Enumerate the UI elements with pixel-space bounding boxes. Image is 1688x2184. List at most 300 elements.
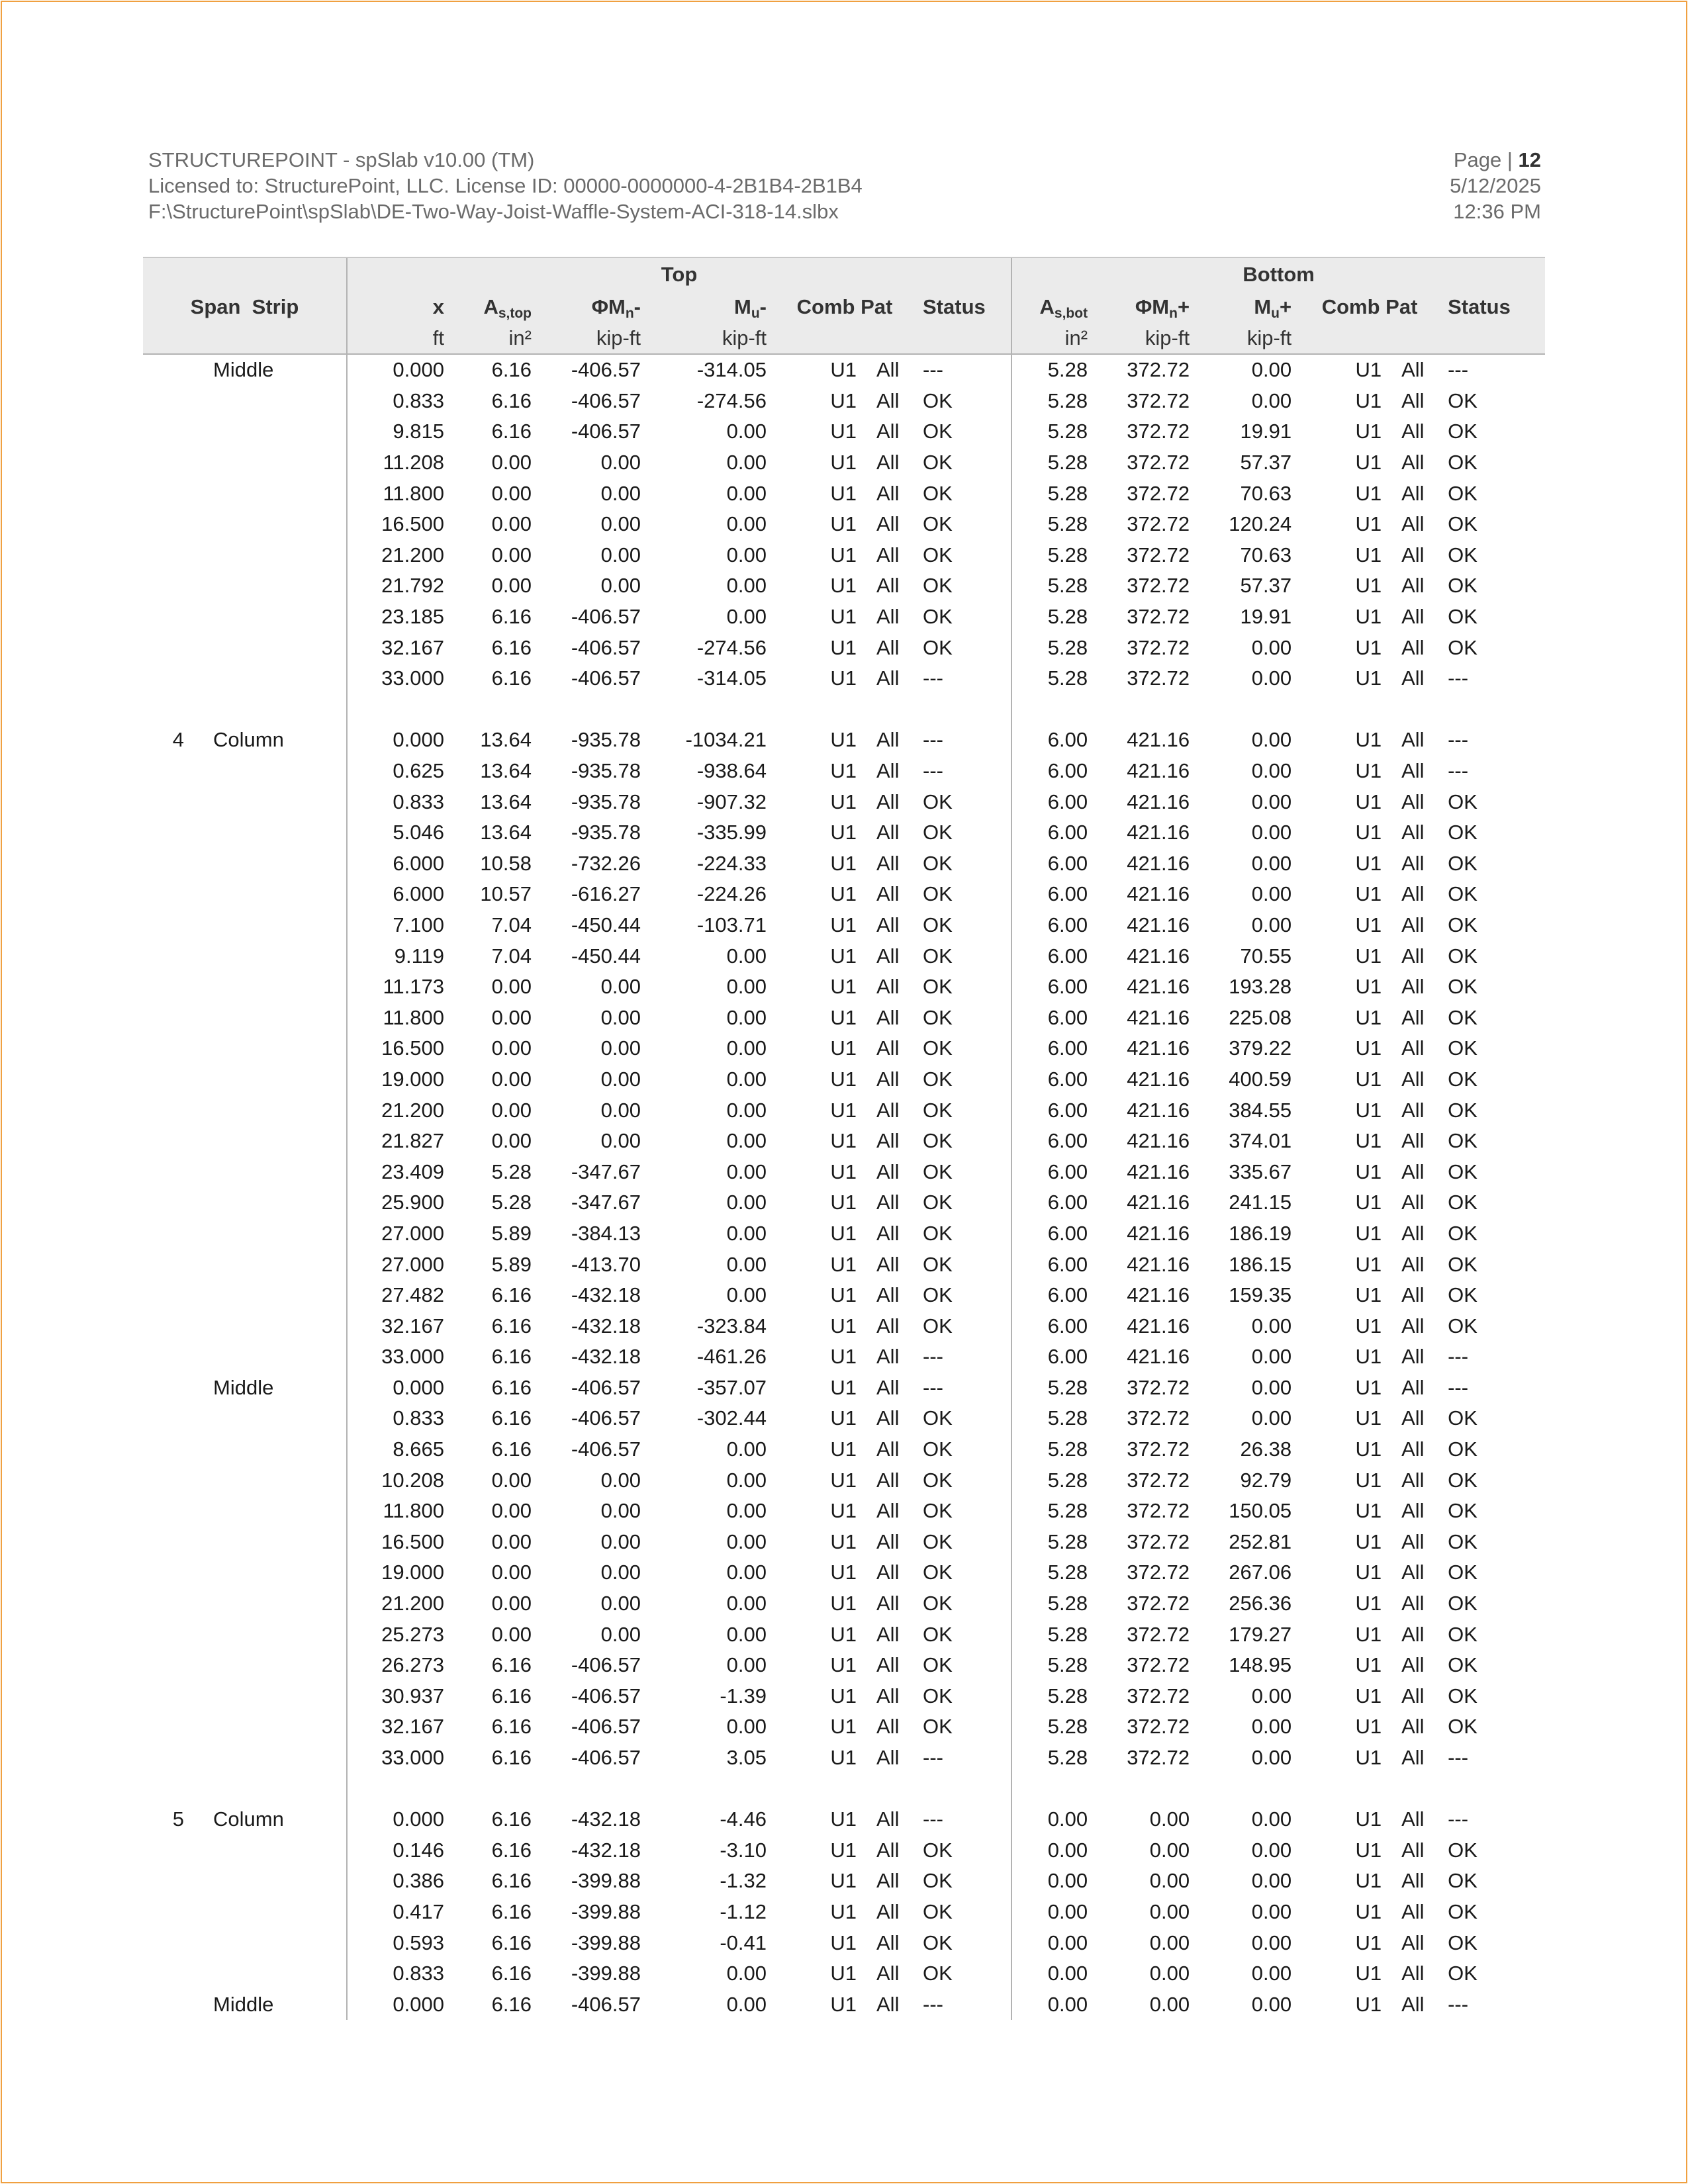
cell-x: 19.000: [347, 1064, 457, 1095]
header-comb-pat-top: Comb Pat: [780, 291, 910, 323]
cell-pat-top: All: [876, 1653, 900, 1677]
unit-mu-pos: kip-ft: [1203, 323, 1305, 354]
cell-comb-bot: U1: [1355, 1005, 1382, 1029]
cell-mu-neg: 0.00: [726, 1160, 767, 1183]
cell-span: [143, 1989, 197, 2020]
cell-phimn-neg: -732.26: [571, 851, 641, 875]
cell-status-top: OK: [923, 420, 953, 443]
cell-status-bot: ---: [1448, 728, 1469, 752]
cell-mu-neg: -335.99: [696, 821, 767, 844]
spacer-cell: [1203, 1773, 1305, 1804]
cell-status-bot: OK: [1448, 1529, 1477, 1553]
cell-phimn-neg: -399.88: [571, 1899, 641, 1923]
cell-pat-top: All: [876, 1036, 900, 1060]
cell-phimn-pos: 0.00: [1149, 1899, 1190, 1923]
cell-status-top: OK: [923, 1314, 953, 1338]
cell-status-top: OK: [923, 1160, 953, 1183]
cell-phimn-pos: 372.72: [1127, 481, 1190, 505]
cell-comb-bot: U1: [1355, 635, 1382, 659]
cell-comb-top: U1: [830, 851, 857, 875]
cell-x: 21.200: [347, 540, 457, 571]
cell-comb-bot: U1: [1355, 1561, 1382, 1584]
cell-phimn-neg: 0.00: [600, 1592, 641, 1615]
cell-status-bot: OK: [1448, 1684, 1477, 1707]
cell-comb-bot: U1: [1355, 1437, 1382, 1461]
cell-phimn-neg: 0.00: [600, 1005, 641, 1029]
cell-as-bot: 5.28: [1011, 1465, 1101, 1496]
cell-mu-pos: 0.00: [1251, 1684, 1292, 1707]
cell-as-bot: 6.00: [1011, 1249, 1101, 1280]
table-row: [143, 1588, 1545, 1619]
cell-pat-bot: All: [1401, 1468, 1425, 1492]
cell-phimn-neg: -406.57: [571, 666, 641, 690]
cell-mu-pos: 374.01: [1229, 1129, 1292, 1153]
cell-x: 0.833: [347, 1958, 457, 1989]
cell-status-bot: OK: [1448, 790, 1477, 813]
cell-phimn-pos: 372.72: [1127, 1437, 1190, 1461]
cell-phimn-neg: 0.00: [600, 1067, 641, 1091]
cell-strip: [197, 1310, 347, 1342]
cell-as-top: 0.00: [491, 1622, 532, 1646]
table-row: [143, 1465, 1545, 1496]
cell-status-top: OK: [923, 1622, 953, 1646]
cell-span: [143, 1711, 197, 1743]
cell-phimn-pos: 372.72: [1127, 1529, 1190, 1553]
spacer-cell: [1395, 694, 1434, 725]
cell-pat-top: All: [876, 1098, 900, 1122]
cell-strip: [197, 940, 347, 972]
cell-pat-top: All: [876, 666, 900, 690]
cell-phimn-pos: 421.16: [1127, 1005, 1190, 1029]
cell-phimn-neg: -347.67: [571, 1160, 641, 1183]
cell-as-top: 0.00: [491, 574, 532, 598]
cell-pat-bot: All: [1401, 1036, 1425, 1060]
cell-status-bot: OK: [1448, 821, 1477, 844]
cell-mu-neg: -3.10: [720, 1838, 767, 1862]
cell-as-top: 6.16: [491, 1807, 532, 1831]
cell-mu-pos: 335.67: [1229, 1160, 1292, 1183]
cell-status-top: OK: [923, 1899, 953, 1923]
cell-span: [143, 756, 197, 787]
table-row: [143, 1804, 1545, 1835]
table-row: [143, 972, 1545, 1003]
cell-comb-bot: U1: [1355, 759, 1382, 783]
cell-comb-top: U1: [830, 1468, 857, 1492]
cell-mu-pos: 400.59: [1229, 1067, 1292, 1091]
cell-comb-bot: U1: [1355, 1992, 1382, 2016]
cell-pat-bot: All: [1401, 1252, 1425, 1276]
cell-pat-bot: All: [1401, 1283, 1425, 1307]
cell-as-bot: 5.28: [1011, 1619, 1101, 1650]
cell-pat-bot: All: [1401, 1437, 1425, 1461]
table-row: [143, 1681, 1545, 1712]
cell-span: [143, 1619, 197, 1650]
cell-phimn-pos: 372.72: [1127, 1684, 1190, 1707]
cell-phimn-pos: 372.72: [1127, 605, 1190, 629]
cell-comb-bot: U1: [1355, 1406, 1382, 1430]
cell-pat-bot: All: [1401, 944, 1425, 968]
cell-status-bot: ---: [1448, 759, 1469, 783]
cell-as-bot: 5.28: [1011, 540, 1101, 571]
cell-pat-top: All: [876, 1345, 900, 1369]
cell-status-top: OK: [923, 1283, 953, 1307]
unit-as-bot: in²: [1011, 323, 1101, 354]
cell-x: 21.827: [347, 1126, 457, 1157]
cell-status-bot: OK: [1448, 1962, 1477, 1985]
cell-pat-bot: All: [1401, 913, 1425, 936]
page-label: Page |: [1453, 148, 1519, 171]
cell-pat-bot: All: [1401, 481, 1425, 505]
unit-x: ft: [347, 323, 457, 354]
cell-phimn-neg: 0.00: [600, 574, 641, 598]
cell-mu-pos: 57.37: [1240, 574, 1292, 598]
cell-comb-top: U1: [830, 1283, 857, 1307]
table-row: [143, 1095, 1545, 1126]
cell-phimn-pos: 372.72: [1127, 635, 1190, 659]
cell-mu-pos: 0.00: [1251, 1715, 1292, 1739]
cell-phimn-neg: 0.00: [600, 1098, 641, 1122]
cell-pat-bot: All: [1401, 512, 1425, 536]
cell-mu-pos: 193.28: [1229, 975, 1292, 999]
cell-phimn-neg: -406.57: [571, 1684, 641, 1707]
cell-mu-pos: 0.00: [1251, 635, 1292, 659]
cell-as-bot: 0.00: [1011, 1927, 1101, 1958]
cell-as-bot: 5.28: [1011, 1403, 1101, 1434]
cell-mu-pos: 0.00: [1251, 1931, 1292, 1954]
table-row: [143, 817, 1545, 848]
spacer-cell: [1101, 1773, 1203, 1804]
spacer-cell: [197, 694, 347, 725]
cell-span: [143, 940, 197, 972]
cell-as-top: 0.00: [491, 975, 532, 999]
cell-x: 23.185: [347, 602, 457, 633]
cell-as-top: 0.00: [491, 1561, 532, 1584]
cell-phimn-neg: 0.00: [600, 512, 641, 536]
cell-pat-top: All: [876, 451, 900, 475]
cell-as-bot: 0.00: [1011, 1835, 1101, 1866]
table-row: [143, 386, 1545, 417]
cell-status-bot: OK: [1448, 1283, 1477, 1307]
cell-pat-bot: All: [1401, 882, 1425, 906]
cell-strip: [197, 910, 347, 941]
cell-phimn-pos: 421.16: [1127, 1252, 1190, 1276]
report-time: 12:36 PM: [1453, 200, 1541, 223]
cell-as-top: 0.00: [491, 1098, 532, 1122]
cell-status-top: OK: [923, 1529, 953, 1553]
cell-as-bot: 6.00: [1011, 1310, 1101, 1342]
cell-mu-neg: 0.00: [726, 1561, 767, 1584]
cell-as-bot: 6.00: [1011, 910, 1101, 941]
cell-mu-pos: 92.79: [1240, 1468, 1292, 1492]
cell-status-top: ---: [923, 759, 943, 783]
cell-mu-neg: -314.05: [696, 666, 767, 690]
cell-mu-pos: 0.00: [1251, 1869, 1292, 1893]
cell-pat-bot: All: [1401, 1314, 1425, 1338]
cell-comb-bot: U1: [1355, 388, 1382, 412]
cell-x: 26.273: [347, 1650, 457, 1681]
cell-status-top: OK: [923, 574, 953, 598]
cell-comb-bot: U1: [1355, 790, 1382, 813]
group-bottom: Bottom: [1011, 257, 1545, 291]
cell-pat-top: All: [876, 759, 900, 783]
cell-as-bot: 0.00: [1011, 1866, 1101, 1897]
cell-span: [143, 1557, 197, 1588]
cell-status-top: OK: [923, 605, 953, 629]
cell-status-top: ---: [923, 1375, 943, 1399]
cell-comb-top: U1: [830, 1838, 857, 1862]
spacer-cell: [1011, 694, 1101, 725]
cell-as-top: 5.28: [491, 1160, 532, 1183]
cell-mu-neg: 0.00: [726, 944, 767, 968]
cell-mu-neg: -938.64: [696, 759, 767, 783]
table-row: [143, 1280, 1545, 1311]
cell-as-bot: 6.00: [1011, 1342, 1101, 1373]
cell-strip: [197, 1403, 347, 1434]
cell-status-top: OK: [923, 1406, 953, 1430]
cell-as-top: 0.00: [491, 1468, 532, 1492]
cell-status-bot: OK: [1448, 481, 1477, 505]
cell-comb-top: U1: [830, 1067, 857, 1091]
cell-as-top: 6.16: [491, 1962, 532, 1985]
cell-mu-pos: 0.00: [1251, 388, 1292, 412]
cell-comb-top: U1: [830, 1437, 857, 1461]
cell-phimn-neg: 0.00: [600, 1129, 641, 1153]
cell-span: [143, 1156, 197, 1187]
cell-mu-neg: 0.00: [726, 1036, 767, 1060]
cell-comb-top: U1: [830, 1252, 857, 1276]
spacer-cell: [143, 694, 197, 725]
cell-phimn-pos: 421.16: [1127, 1191, 1190, 1214]
cell-phimn-pos: 372.72: [1127, 1746, 1190, 1770]
table-row: [143, 1156, 1545, 1187]
cell-phimn-neg: -432.18: [571, 1838, 641, 1862]
cell-pat-bot: All: [1401, 1715, 1425, 1739]
cell-pat-top: All: [876, 635, 900, 659]
cell-as-top: 0.00: [491, 512, 532, 536]
cell-pat-bot: All: [1401, 790, 1425, 813]
cell-as-top: 0.00: [491, 1592, 532, 1615]
cell-comb-top: U1: [830, 1036, 857, 1060]
cell-as-bot: 5.28: [1011, 447, 1101, 478]
cell-status-top: OK: [923, 1067, 953, 1091]
cell-status-top: OK: [923, 481, 953, 505]
cell-mu-pos: 0.00: [1251, 1807, 1292, 1831]
cell-as-bot: 6.00: [1011, 1218, 1101, 1250]
cell-mu-neg: -357.07: [696, 1375, 767, 1399]
spacer-cell: [870, 1773, 910, 1804]
cell-status-bot: ---: [1448, 1992, 1469, 2016]
cell-comb-top: U1: [830, 388, 857, 412]
cell-strip: Column: [213, 728, 284, 752]
cell-comb-bot: U1: [1355, 1653, 1382, 1677]
cell-as-bot: 6.00: [1011, 972, 1101, 1003]
cell-phimn-pos: 421.16: [1127, 1345, 1190, 1369]
cell-pat-top: All: [876, 1468, 900, 1492]
table-row: [143, 1218, 1545, 1250]
cell-mu-neg: -1.32: [720, 1869, 767, 1893]
cell-comb-top: U1: [830, 1191, 857, 1214]
cell-pat-top: All: [876, 1252, 900, 1276]
cell-x: 8.665: [347, 1434, 457, 1465]
cell-strip: [197, 478, 347, 509]
spacer-cell: [780, 694, 870, 725]
cell-x: 32.167: [347, 632, 457, 663]
table-row: [143, 1927, 1545, 1958]
cell-as-bot: 5.28: [1011, 386, 1101, 417]
cell-as-top: 5.89: [491, 1252, 532, 1276]
cell-strip: [197, 1927, 347, 1958]
cell-mu-pos: 252.81: [1229, 1529, 1292, 1553]
cell-status-bot: OK: [1448, 1592, 1477, 1615]
cell-phimn-pos: 372.72: [1127, 1622, 1190, 1646]
cell-mu-neg: 0.00: [726, 1992, 767, 2016]
cell-strip: [197, 540, 347, 571]
cell-x: 30.937: [347, 1681, 457, 1712]
cell-mu-pos: 0.00: [1251, 821, 1292, 844]
cell-strip: [197, 1958, 347, 1989]
cell-span: [143, 1835, 197, 1866]
cell-mu-neg: -461.26: [696, 1345, 767, 1369]
cell-pat-top: All: [876, 821, 900, 844]
cell-mu-neg: 0.00: [726, 1252, 767, 1276]
cell-x: 0.000: [347, 725, 457, 756]
cell-x: 0.833: [347, 386, 457, 417]
cell-mu-pos: 0.00: [1251, 1962, 1292, 1985]
cell-pat-bot: All: [1401, 1838, 1425, 1862]
cell-strip: [197, 1002, 347, 1033]
spacer-cell: [780, 1773, 870, 1804]
cell-pat-bot: All: [1401, 451, 1425, 475]
cell-mu-pos: 186.19: [1229, 1221, 1292, 1245]
cell-pat-top: All: [876, 1622, 900, 1646]
cell-as-top: 6.16: [491, 358, 532, 382]
cell-status-bot: OK: [1448, 1653, 1477, 1677]
cell-status-top: OK: [923, 913, 953, 936]
table-row: [143, 540, 1545, 571]
cell-pat-bot: All: [1401, 1931, 1425, 1954]
cell-mu-pos: 186.15: [1229, 1252, 1292, 1276]
cell-span: [143, 1249, 197, 1280]
header-phimn-pos: $\Phi M_n+$: [1101, 291, 1203, 323]
spacer-cell: [1395, 1773, 1434, 1804]
cell-x: 27.482: [347, 1280, 457, 1311]
cell-as-top: 6.16: [491, 635, 532, 659]
cell-mu-pos: 179.27: [1229, 1622, 1292, 1646]
spacer-cell: [654, 1773, 780, 1804]
cell-pat-top: All: [876, 1529, 900, 1553]
cell-phimn-neg: 0.00: [600, 1529, 641, 1553]
cell-pat-bot: All: [1401, 1992, 1425, 2016]
cell-as-top: 6.16: [491, 1437, 532, 1461]
cell-status-top: OK: [923, 790, 953, 813]
cell-as-top: 0.00: [491, 1499, 532, 1523]
cell-x: 33.000: [347, 1342, 457, 1373]
cell-comb-top: U1: [830, 1992, 857, 2016]
cell-span: [143, 570, 197, 602]
cell-as-bot: 0.00: [1011, 1958, 1101, 1989]
cell-status-top: OK: [923, 1221, 953, 1245]
cell-comb-bot: U1: [1355, 666, 1382, 690]
cell-phimn-pos: 372.72: [1127, 1715, 1190, 1739]
cell-span: [143, 416, 197, 447]
cell-status-top: ---: [923, 1992, 943, 2016]
cell-mu-pos: 19.91: [1240, 420, 1292, 443]
cell-pat-top: All: [876, 1314, 900, 1338]
cell-span: [143, 1002, 197, 1033]
cell-mu-neg: 0.00: [726, 1592, 767, 1615]
table-row: [143, 1064, 1545, 1095]
table-row: [143, 1434, 1545, 1465]
cell-as-bot: 6.00: [1011, 786, 1101, 817]
cell-strip: [197, 1465, 347, 1496]
cell-as-top: 6.16: [491, 666, 532, 690]
cell-mu-pos: 19.91: [1240, 605, 1292, 629]
cell-phimn-neg: -406.57: [571, 420, 641, 443]
cell-mu-neg: 0.00: [726, 1283, 767, 1307]
cell-mu-pos: 256.36: [1229, 1592, 1292, 1615]
spacer-cell: [197, 1773, 347, 1804]
cell-span: [143, 1187, 197, 1218]
cell-mu-pos: 0.00: [1251, 728, 1292, 752]
cell-phimn-neg: -384.13: [571, 1221, 641, 1245]
cell-comb-top: U1: [830, 543, 857, 567]
cell-comb-top: U1: [830, 1345, 857, 1369]
cell-phimn-pos: 421.16: [1127, 821, 1190, 844]
cell-phimn-pos: 421.16: [1127, 790, 1190, 813]
cell-x: 6.000: [347, 848, 457, 880]
cell-strip: [197, 447, 347, 478]
cell-phimn-pos: 372.72: [1127, 420, 1190, 443]
cell-span: [143, 786, 197, 817]
header-as-top: $A_{s,top}$: [457, 291, 545, 323]
cell-as-bot: 6.00: [1011, 1064, 1101, 1095]
cell-as-top: 13.64: [480, 728, 532, 752]
cell-pat-top: All: [876, 1283, 900, 1307]
cell-x: 23.409: [347, 1156, 457, 1187]
cell-span: [143, 1218, 197, 1250]
cell-strip: [197, 1156, 347, 1187]
cell-as-top: 6.16: [491, 1992, 532, 2016]
spacer-cell: [1203, 694, 1305, 725]
cell-as-bot: 6.00: [1011, 817, 1101, 848]
cell-comb-top: U1: [830, 1499, 857, 1523]
cell-pat-top: All: [876, 1499, 900, 1523]
cell-as-bot: 6.00: [1011, 940, 1101, 972]
cell-phimn-neg: -935.78: [571, 728, 641, 752]
units-row: [143, 323, 1545, 354]
cell-span: 4: [172, 728, 184, 752]
cell-phimn-neg: -347.67: [571, 1191, 641, 1214]
table-row: [143, 570, 1545, 602]
cell-pat-bot: All: [1401, 1684, 1425, 1707]
cell-as-bot: 5.28: [1011, 1650, 1101, 1681]
spacer-cell: [545, 694, 654, 725]
cell-pat-bot: All: [1401, 759, 1425, 783]
cell-phimn-neg: -399.88: [571, 1962, 641, 1985]
cell-as-top: 10.57: [480, 882, 532, 906]
cell-span: [143, 1126, 197, 1157]
cell-comb-bot: U1: [1355, 1684, 1382, 1707]
cell-phimn-pos: 372.72: [1127, 1406, 1190, 1430]
cell-comb-top: U1: [830, 790, 857, 813]
cell-status-bot: OK: [1448, 1437, 1477, 1461]
cell-x: 0.386: [347, 1866, 457, 1897]
cell-phimn-pos: 372.72: [1127, 1592, 1190, 1615]
cell-phimn-pos: 372.72: [1127, 543, 1190, 567]
cell-as-top: 5.28: [491, 1191, 532, 1214]
cell-comb-bot: U1: [1355, 1160, 1382, 1183]
spacer-cell: [457, 1773, 545, 1804]
